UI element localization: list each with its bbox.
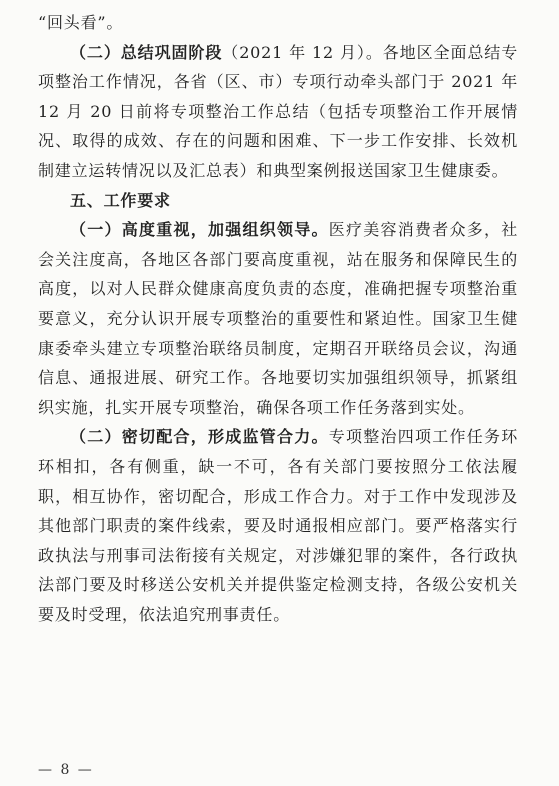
requirement-2-heading: （二）密切配合，形成监管合力。 [70, 427, 329, 447]
paragraph-requirement-1 [38, 215, 518, 422]
continued-quote: “回头看”。 [38, 13, 124, 32]
summary-stage-date: （2021 年 12 月）。 [222, 42, 383, 62]
requirement-1-heading: （一）高度重视，加强组织领导。 [70, 220, 329, 240]
requirement-2-text: 专项整治四项工作任务环环相扣，各有侧重，缺一不可，各有关部门要按照分工依法履职，相互协作，密切配合，形成工作合力。对于工作中发现涉及其他部门职责的案件线索，要及时通报相应部门。要严格落实行政执法与刑事司法衔接有关规定，对涉嫌犯罪的案件，各行政执法部门要及时移送公安机关并提供鉴定检测支持，各级公安机关要及时受理，依法追究刑事责任。 [38, 427, 518, 624]
continued-text [38, 8, 518, 38]
document-body [38, 8, 518, 629]
requirement-1-text: 医疗美容消费者众多，社会关注度高，各地区各部门要高度重视，站在服务和保障民生的高度，以对人民群众健康高度负责的态度，准确把握专项整治重要意义，充分认识开展专项整治的重要性和紧迫性。国家卫生健康委牵头建立专项整治联络员制度，定期召开联络员会议，沟通信息、通报进展、研究工作。各地要切实加强组织领导，抓紧组织实施，扎实开展专项整治，确保各项工作任务落到实处。 [38, 220, 518, 417]
paragraph-requirement-2 [38, 422, 518, 629]
section-heading-requirements [38, 186, 518, 216]
page-number: — 8 — [38, 762, 94, 778]
summary-stage-heading: （二）总结巩固阶段 [70, 42, 223, 62]
section-title: 五、工作要求 [70, 190, 171, 210]
paragraph-summary-stage [38, 38, 518, 186]
summary-stage-text: 各地区全面总结专项整治工作情况，各省（区、市）专项行动牵头部门于 2021 年 12 月 20 日前将专项整治工作总结（包括专项整治工作开展情况、取得的成效、存在的问题和困难、下一步工作安排、长效机制建立运转情况以及汇总表）和典型案例报送国家卫生健康委。 [38, 42, 518, 180]
